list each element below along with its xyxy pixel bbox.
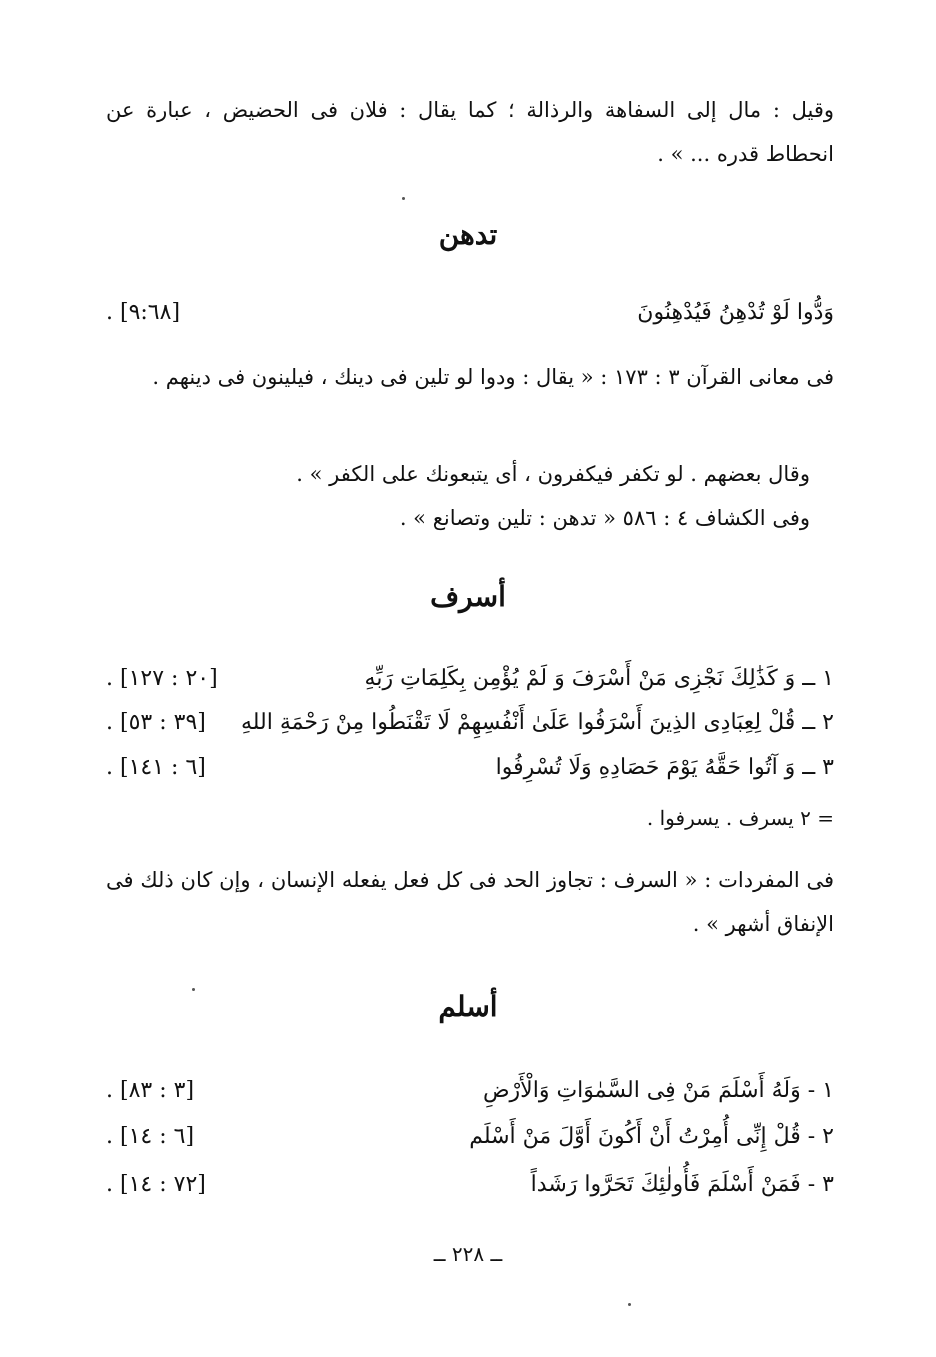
verse-reference: [٢٠ : ١٢٧] .	[106, 666, 218, 691]
note-paragraph: فى معانى القرآن ٣ : ١٧٣ : « يقال : ودوا لو تلين فى دينك ، فيلينون فى دينهم .	[152, 365, 834, 389]
verse-line	[106, 300, 834, 346]
verse-text: ٣ ــ وَ آتُوا حَقَّهُ يَوْمَ حَصَادِهِ وَلَا تُسْرِفُوا	[495, 755, 834, 780]
verse-reference: [٣ : ٨٣] .	[106, 1078, 195, 1103]
verse-reference: [٣٩ : ٥٣] .	[106, 710, 206, 735]
verse-text: ١ - وَلَهُ أَسْلَمَ مَنْ فِى السَّمٰوَاتِ وَالْأَرْضِ	[482, 1078, 834, 1103]
verse-line	[106, 666, 834, 712]
ink-speck	[402, 197, 405, 200]
ink-speck	[628, 1303, 631, 1306]
verse-line	[106, 1124, 834, 1170]
verse-reference: [٩:٦٨] .	[106, 300, 181, 325]
top-paragraph: وقيل : مال إلى السفاهة والرذالة ؛ كما يقال : فلان فى الحضيض ، عبارة عن انحطاط قدره ... » .	[106, 98, 834, 166]
verse-line	[106, 1078, 834, 1124]
verse-text: ١ ــ وَ كَذَٰلِكَ نَجْزِى مَنْ أَسْرَفَ وَ لَمْ يُؤْمِن بِكَلِمَاتِ رَبِّهِ	[364, 666, 834, 691]
page-number: ــ ٢٢٨ ــ	[433, 1242, 503, 1266]
verse-text: وَدُّوا لَوْ تُدْهِنُ فَيُدْهِنُونَ	[637, 300, 834, 325]
section-heading-aslama: أسلم	[438, 990, 498, 1023]
verse-reference: [٦ : ١٤١] .	[106, 755, 206, 780]
verse-reference: [٧٢ : ١٤] .	[106, 1172, 206, 1197]
section-heading-asrafa: أسرف	[430, 580, 506, 613]
note-paragraph: وقال بعضهم . لو تكفر فيكفرون ، أى يتبعونك على الكفر » .	[296, 462, 810, 486]
summary-line: = ٢ يسرف . يسرفوا .	[646, 806, 834, 830]
note-paragraph: وفى الكشاف ٤ : ٥٨٦ « تدهن : تلين وتصانع » .	[399, 506, 810, 530]
note-paragraph: فى المفردات : « السرف : تجاوز الحد فى كل فعل يفعله الإنسان ، وإن كان ذلك فى الإنفاق أشهر » .	[106, 868, 834, 936]
verse-text: ٢ ــ قُلْ لِعِبَادِى الذِينَ أَسْرَفُوا عَلَىٰ أَنْفُسِهِمْ لَا تَقْنَطُوا مِنْ رَحْمَةِ اللهِ	[240, 710, 834, 735]
verse-line	[106, 755, 834, 801]
verse-text: ٢ - قُلْ إِنِّى أُمِرْتُ أَنْ أَكُونَ أَوَّلَ مَنْ أَسْلَم	[469, 1124, 834, 1149]
section-heading-tadhun: تدهن	[438, 218, 498, 251]
verse-text: ٣ - فَمَنْ أَسْلَمَ فَأُولٰئِكَ تَحَرَّوا رَشَداً	[530, 1172, 834, 1197]
verse-line	[106, 1172, 834, 1218]
verse-line	[106, 710, 834, 756]
verse-reference: [٦ : ١٤] .	[106, 1124, 195, 1149]
